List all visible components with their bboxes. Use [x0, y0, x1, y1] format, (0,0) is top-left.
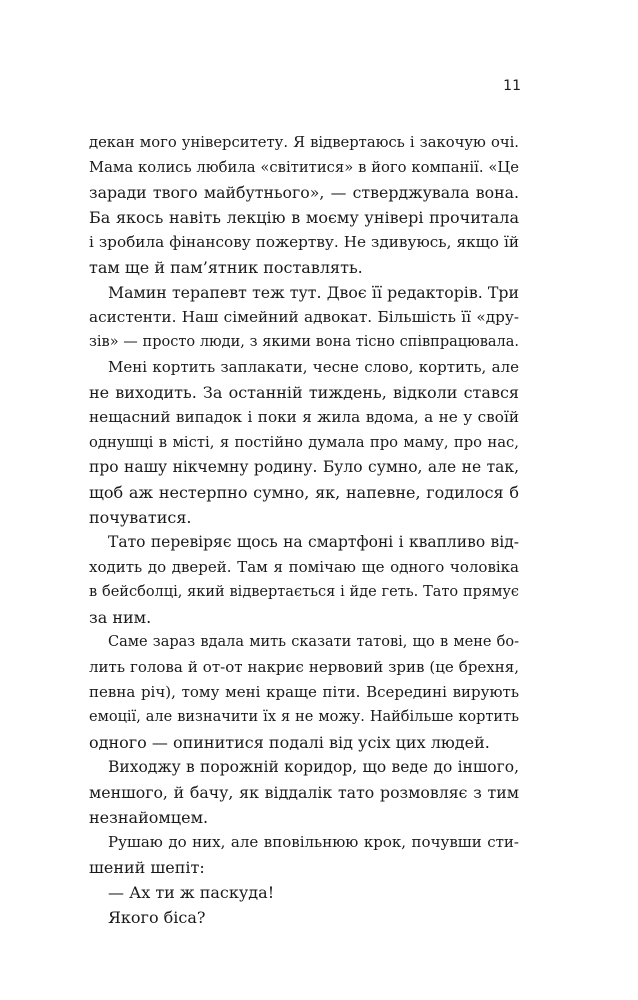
text-line: Рушаю до них, але вповільнюю крок, почувши сти-	[108, 833, 519, 851]
text-line: заради твого майбутнього», — стверджувала вона.	[89, 183, 519, 202]
text-line: ходить до дверей. Там я помічаю ще одного чоловіка	[89, 558, 519, 576]
text-line: Ба якось навіть лекцію в моєму універі прочитала	[89, 208, 519, 227]
text-line: там ще й пам’ятник поставлять.	[89, 258, 363, 277]
text-line: Саме зараз вдала мить сказати татові, що в мене бо-	[108, 634, 519, 650]
text-line: Якого біса?	[108, 908, 206, 927]
body-text	[89, 130, 519, 930]
text-line: — Ах ти ж паскуда!	[108, 883, 275, 902]
text-line: і зробила фінансову пожертву. Не здивуюсь, якщо їй	[89, 233, 519, 251]
text-line: Тато перевіряє щось на смартфоні і квапливо від-	[108, 533, 519, 551]
text-line: асистенти. Наш сімейний адвокат. Більшість її «дру-	[89, 308, 519, 326]
text-line: про нашу нікчемну родину. Було сумно, але не так,	[89, 458, 519, 476]
text-line: щоб аж нестерпно сумно, як, напевне, годилося б	[89, 483, 519, 502]
text-line: Мамин терапевт теж тут. Двоє її редакторів. Три	[108, 283, 519, 302]
text-line: декан мого університету. Я відвертаюсь і закочую очі.	[89, 134, 519, 151]
page-number: 11	[503, 78, 521, 94]
text-line: нещасний випадок і поки я жила вдома, а не у своїй	[89, 408, 519, 426]
text-line: меншого, й бачу, як віддалік тато розмовляє з тим	[89, 783, 519, 802]
text-line: Виходжу в порожній коридор, що веде до іншого,	[108, 758, 519, 776]
text-line: однушці в місті, я постійно думала про маму, про нас,	[89, 434, 519, 451]
text-line: шений шепіт:	[89, 858, 205, 877]
text-line: Мама колись любила «світитися» в його компанії. «Це	[89, 159, 519, 176]
text-line: не виходить. За останній тиждень, відколи стався	[89, 383, 519, 402]
text-line: почуватися.	[89, 508, 192, 527]
text-line: в бейсболці, який відвертається і йде геть. Тато прямує	[89, 584, 519, 600]
text-line: за ним.	[89, 608, 152, 627]
text-line: лить голова й от-от накриє нервовий зрив (це брехня,	[89, 658, 519, 676]
text-line: незнайомцем.	[89, 808, 209, 827]
text-line: емоції, але визначити їх я не можу. Найбільше кортить	[89, 709, 519, 725]
text-line: зів» — просто люди, з якими вона тісно співпрацювала.	[89, 334, 519, 350]
text-line: одного — опинитися подалі від усіх цих людей.	[89, 733, 490, 752]
text-line: певна річ), тому мені краще піти. Всередині вирують	[89, 683, 519, 701]
text-line: Мені кортить заплакати, чесне слово, кортить, але	[108, 358, 519, 376]
